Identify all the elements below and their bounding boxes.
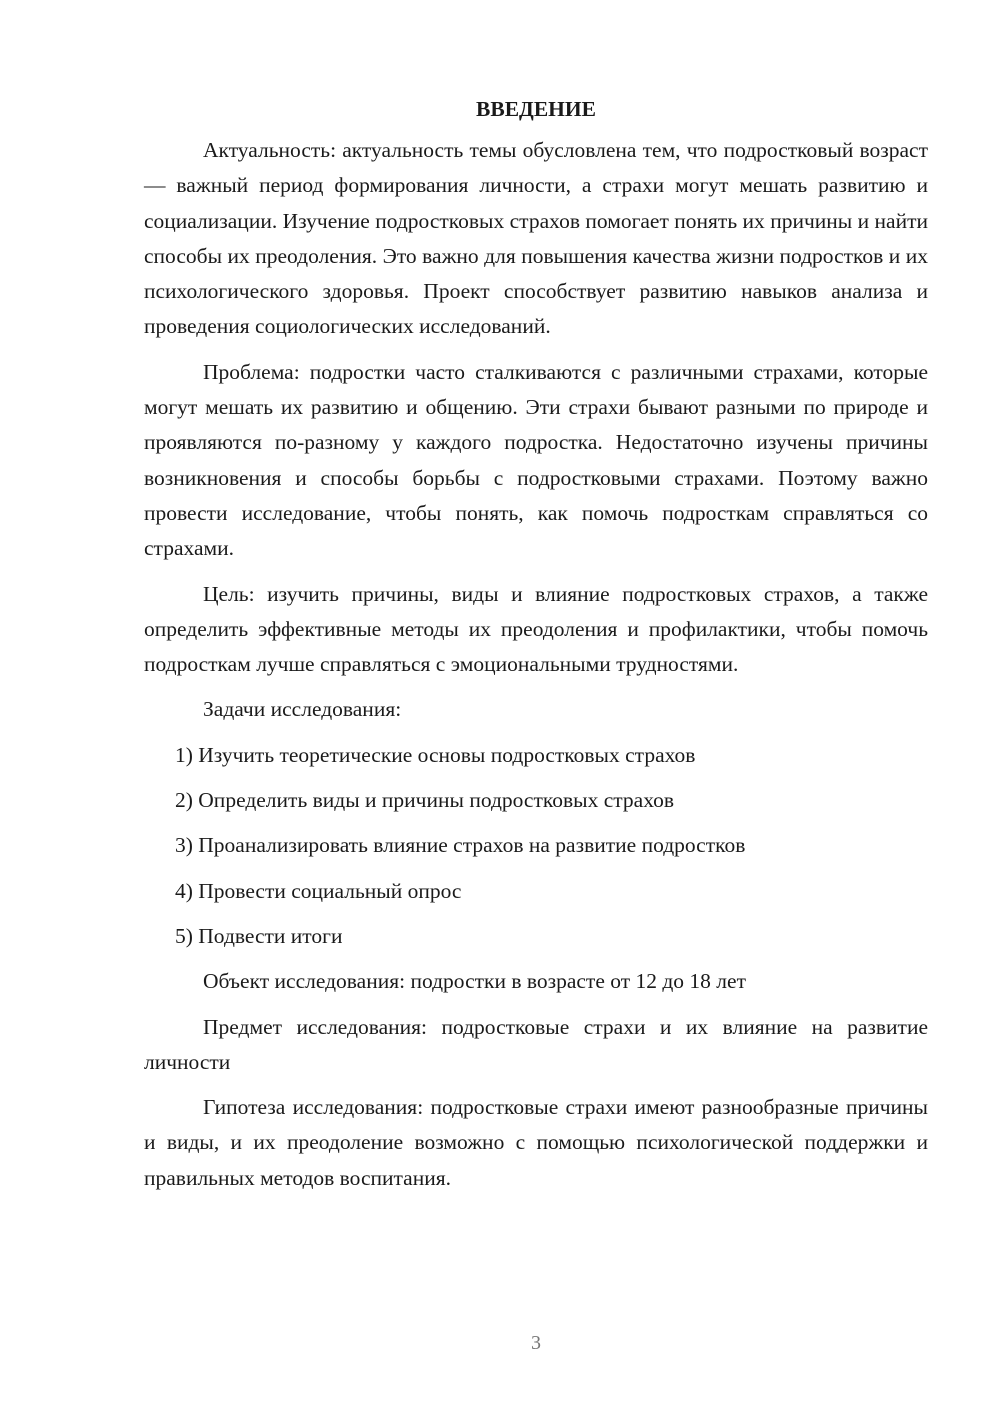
page-number: 3 bbox=[531, 1332, 541, 1354]
tasks-list bbox=[144, 738, 928, 954]
task-item-2: 2) Определить виды и причины подростковых страхов bbox=[175, 788, 675, 813]
hypothesis-paragraph: Гипотеза исследования: подростковые страхи имеют разнообразные причины и виды, и их преодоление возможно с помощью психологической поддержки и правильных методов воспитания. bbox=[144, 1095, 928, 1190]
subject-paragraph: Предмет исследования: подростковые страхи и их влияние на развитие личности bbox=[144, 1014, 928, 1074]
goal-paragraph: Цель: изучить причины, виды и влияние подростковых страхов, а также определить эффективные методы их преодоления и профилактики, чтобы помочь подросткам лучше справляться с эмоциональными трудностями. bbox=[144, 581, 928, 677]
tasks-title: Задачи исследования: bbox=[203, 697, 402, 722]
relevance-paragraph: Актуальность: актуальность темы обусловлена тем, что подростковый возраст — важный период формирования личности, а страхи могут мешать развитию и социализации. Изучение подростковых страхов помогает понять их причины и найти способы их преодоления. Это важно для повышения качества жизни подростков и их психологического здоровья. Проект способствует развитию навыков анализа и проведения социологических исследований. bbox=[144, 138, 928, 339]
page-title: ВВЕДЕНИЕ bbox=[476, 97, 596, 121]
task-item-4: 4) Провести социальный опрос bbox=[175, 878, 462, 903]
task-item-3: 3) Проанализировать влияние страхов на развитие подростков bbox=[175, 833, 746, 858]
document-page bbox=[144, 92, 928, 1206]
problem-paragraph: Проблема: подростки часто сталкиваются с различными страхами, которые могут мешать их развитию и общению. Эти страхи бывают разными по природе и проявляются по-разному у каждого подростка. Недостаточно изучены причины возникновения и способы борьбы с подростковыми страхами. Поэтому важно провести исследование, чтобы понять, как помочь подросткам справляться со страхами. bbox=[144, 359, 928, 561]
object-paragraph: Объект исследования: подростки в возрасте от 12 до 18 лет bbox=[203, 969, 746, 994]
task-item-5: 5) Подвести итоги bbox=[175, 923, 343, 948]
task-item-1: 1) Изучить теоретические основы подростковых страхов bbox=[175, 742, 696, 767]
